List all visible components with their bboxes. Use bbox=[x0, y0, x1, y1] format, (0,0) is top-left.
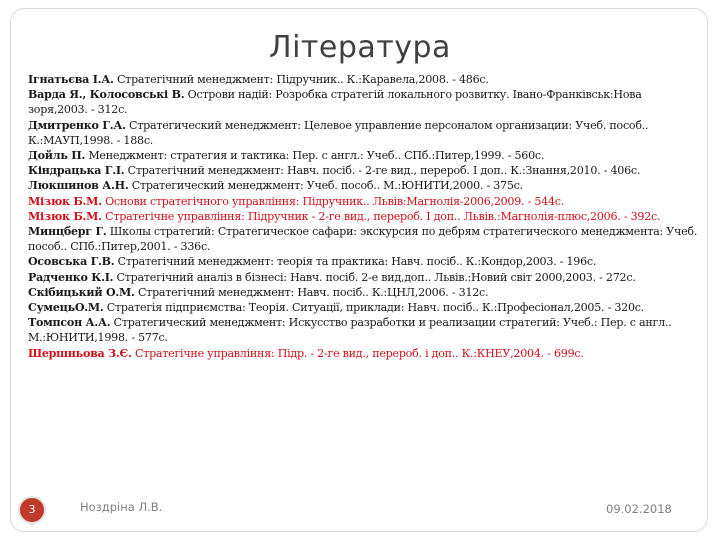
reference-item bbox=[28, 163, 698, 178]
reference-text: Менеджмент: стратегия и тактика: Пер. с англ.: Учеб.. СПб.:Питер,1999. - 560с. bbox=[85, 149, 545, 163]
reference-item bbox=[28, 224, 698, 254]
reference-item bbox=[28, 118, 698, 148]
footer-date: 09.02.2018 bbox=[606, 502, 672, 516]
reference-author: Люкшинов А.Н. bbox=[28, 179, 129, 193]
reference-text: Стратегический менеджмент: Целевое управление персоналом организации: Учеб. пособ.. К.:МАУП,1998. - 188с. bbox=[28, 118, 649, 147]
reference-text: Основи стратегічного управління: Підручник.. Львів:Магнолія-2006,2009. - 544с. bbox=[101, 194, 565, 208]
reference-text: Стратегічний менеджмент: теорія та практика: Навч. посіб.. К.:Кондор,2003. - 196с. bbox=[114, 255, 597, 269]
reference-text: Стратегічний менеджмент: Навч. посіб. - 2-ге вид., перероб. І доп.. К.:Знання,2010. - 406с. bbox=[124, 164, 641, 178]
reference-text: Стратегічний аналіз в бізнесі: Навч. посіб. 2-е вид,доп.. Львів.:Новий світ 2000,2003. - 272с. bbox=[113, 270, 636, 284]
reference-list bbox=[28, 72, 698, 361]
slide-number-badge: 3 bbox=[18, 496, 46, 524]
reference-author: Дмитренко Г.А. bbox=[28, 118, 126, 132]
reference-item bbox=[28, 300, 698, 315]
reference-item bbox=[28, 87, 698, 117]
reference-author: Варда Я., Колосовські В. bbox=[28, 88, 185, 102]
reference-item bbox=[28, 254, 698, 269]
reference-item-highlighted bbox=[28, 194, 698, 209]
reference-item-highlighted bbox=[28, 346, 698, 361]
reference-author: Мізюк Б.М. bbox=[28, 194, 102, 208]
reference-text: Школы стратегий: Стратегическое сафари: экскурсия по дебрям стратегического менеджмента: Учеб. пособ.. СПб.:Питер,2001. - 336с. bbox=[28, 225, 698, 254]
reference-author: Томпсон А.А. bbox=[28, 316, 111, 330]
reference-text: Стратегія підприємства: Теорія. Ситуації, приклади: Навч. посіб.. К.:Професіонал,2005. - 320с. bbox=[103, 301, 645, 315]
reference-text: Стратегічний менеджмент: Навч. посіб.. К.:ЦНЛ,2006. - 312с. bbox=[134, 285, 489, 299]
reference-author: Ігнатьєва І.А. bbox=[28, 73, 114, 86]
reference-text: Стратегічне управління: Підр. - 2-ге вид., перероб. і доп.. К.:КНЕУ,2004. - 699с. bbox=[131, 346, 584, 360]
reference-author: СумецьО.М. bbox=[28, 301, 104, 315]
reference-author: Шершньова З.Є. bbox=[28, 346, 132, 360]
reference-text: Стратегический менеджмент: Искусство разработки и реализации стратегий: Учеб.: Пер. с англ.. М.:ЮНИТИ,1998. - 577с. bbox=[28, 316, 672, 345]
reference-item-highlighted bbox=[28, 209, 698, 224]
reference-author: Радченко К.І. bbox=[28, 270, 114, 284]
slide-title: Література bbox=[269, 30, 451, 65]
reference-author: Мізюк Б.М. bbox=[28, 209, 102, 223]
reference-author: Минцберг Г. bbox=[28, 225, 107, 239]
reference-author: Кіндрацька Г.І. bbox=[28, 164, 125, 178]
reference-author: Дойль П. bbox=[28, 149, 86, 163]
reference-author: Скібицький О.М. bbox=[28, 285, 135, 299]
reference-text: Стратегічний менеджмент: Підручник.. К.:Каравела,2008. - 486с. bbox=[113, 73, 489, 86]
footer-author: Ноздріна Л.В. bbox=[80, 500, 163, 514]
reference-text: Острови надій: Розробка стратегій локального розвитку. Івано-Франківськ:Нова зоря,2003. - 312с. bbox=[28, 88, 642, 117]
reference-author: Осовська Г.В. bbox=[28, 255, 115, 269]
reference-item bbox=[28, 315, 698, 345]
reference-text: Стратегический менеджмент: Учеб. пособ.. М.:ЮНИТИ,2000. - 375с. bbox=[128, 179, 523, 193]
reference-item bbox=[28, 285, 698, 300]
reference-item bbox=[28, 270, 698, 285]
reference-text: Стратегічне управління: Підручник - 2-ге вид., перероб. І доп.. Львів.:Магнолія-плюс,2006. - 392с. bbox=[101, 209, 661, 223]
reference-item bbox=[28, 178, 698, 193]
reference-item bbox=[28, 72, 698, 87]
reference-item bbox=[28, 148, 698, 163]
